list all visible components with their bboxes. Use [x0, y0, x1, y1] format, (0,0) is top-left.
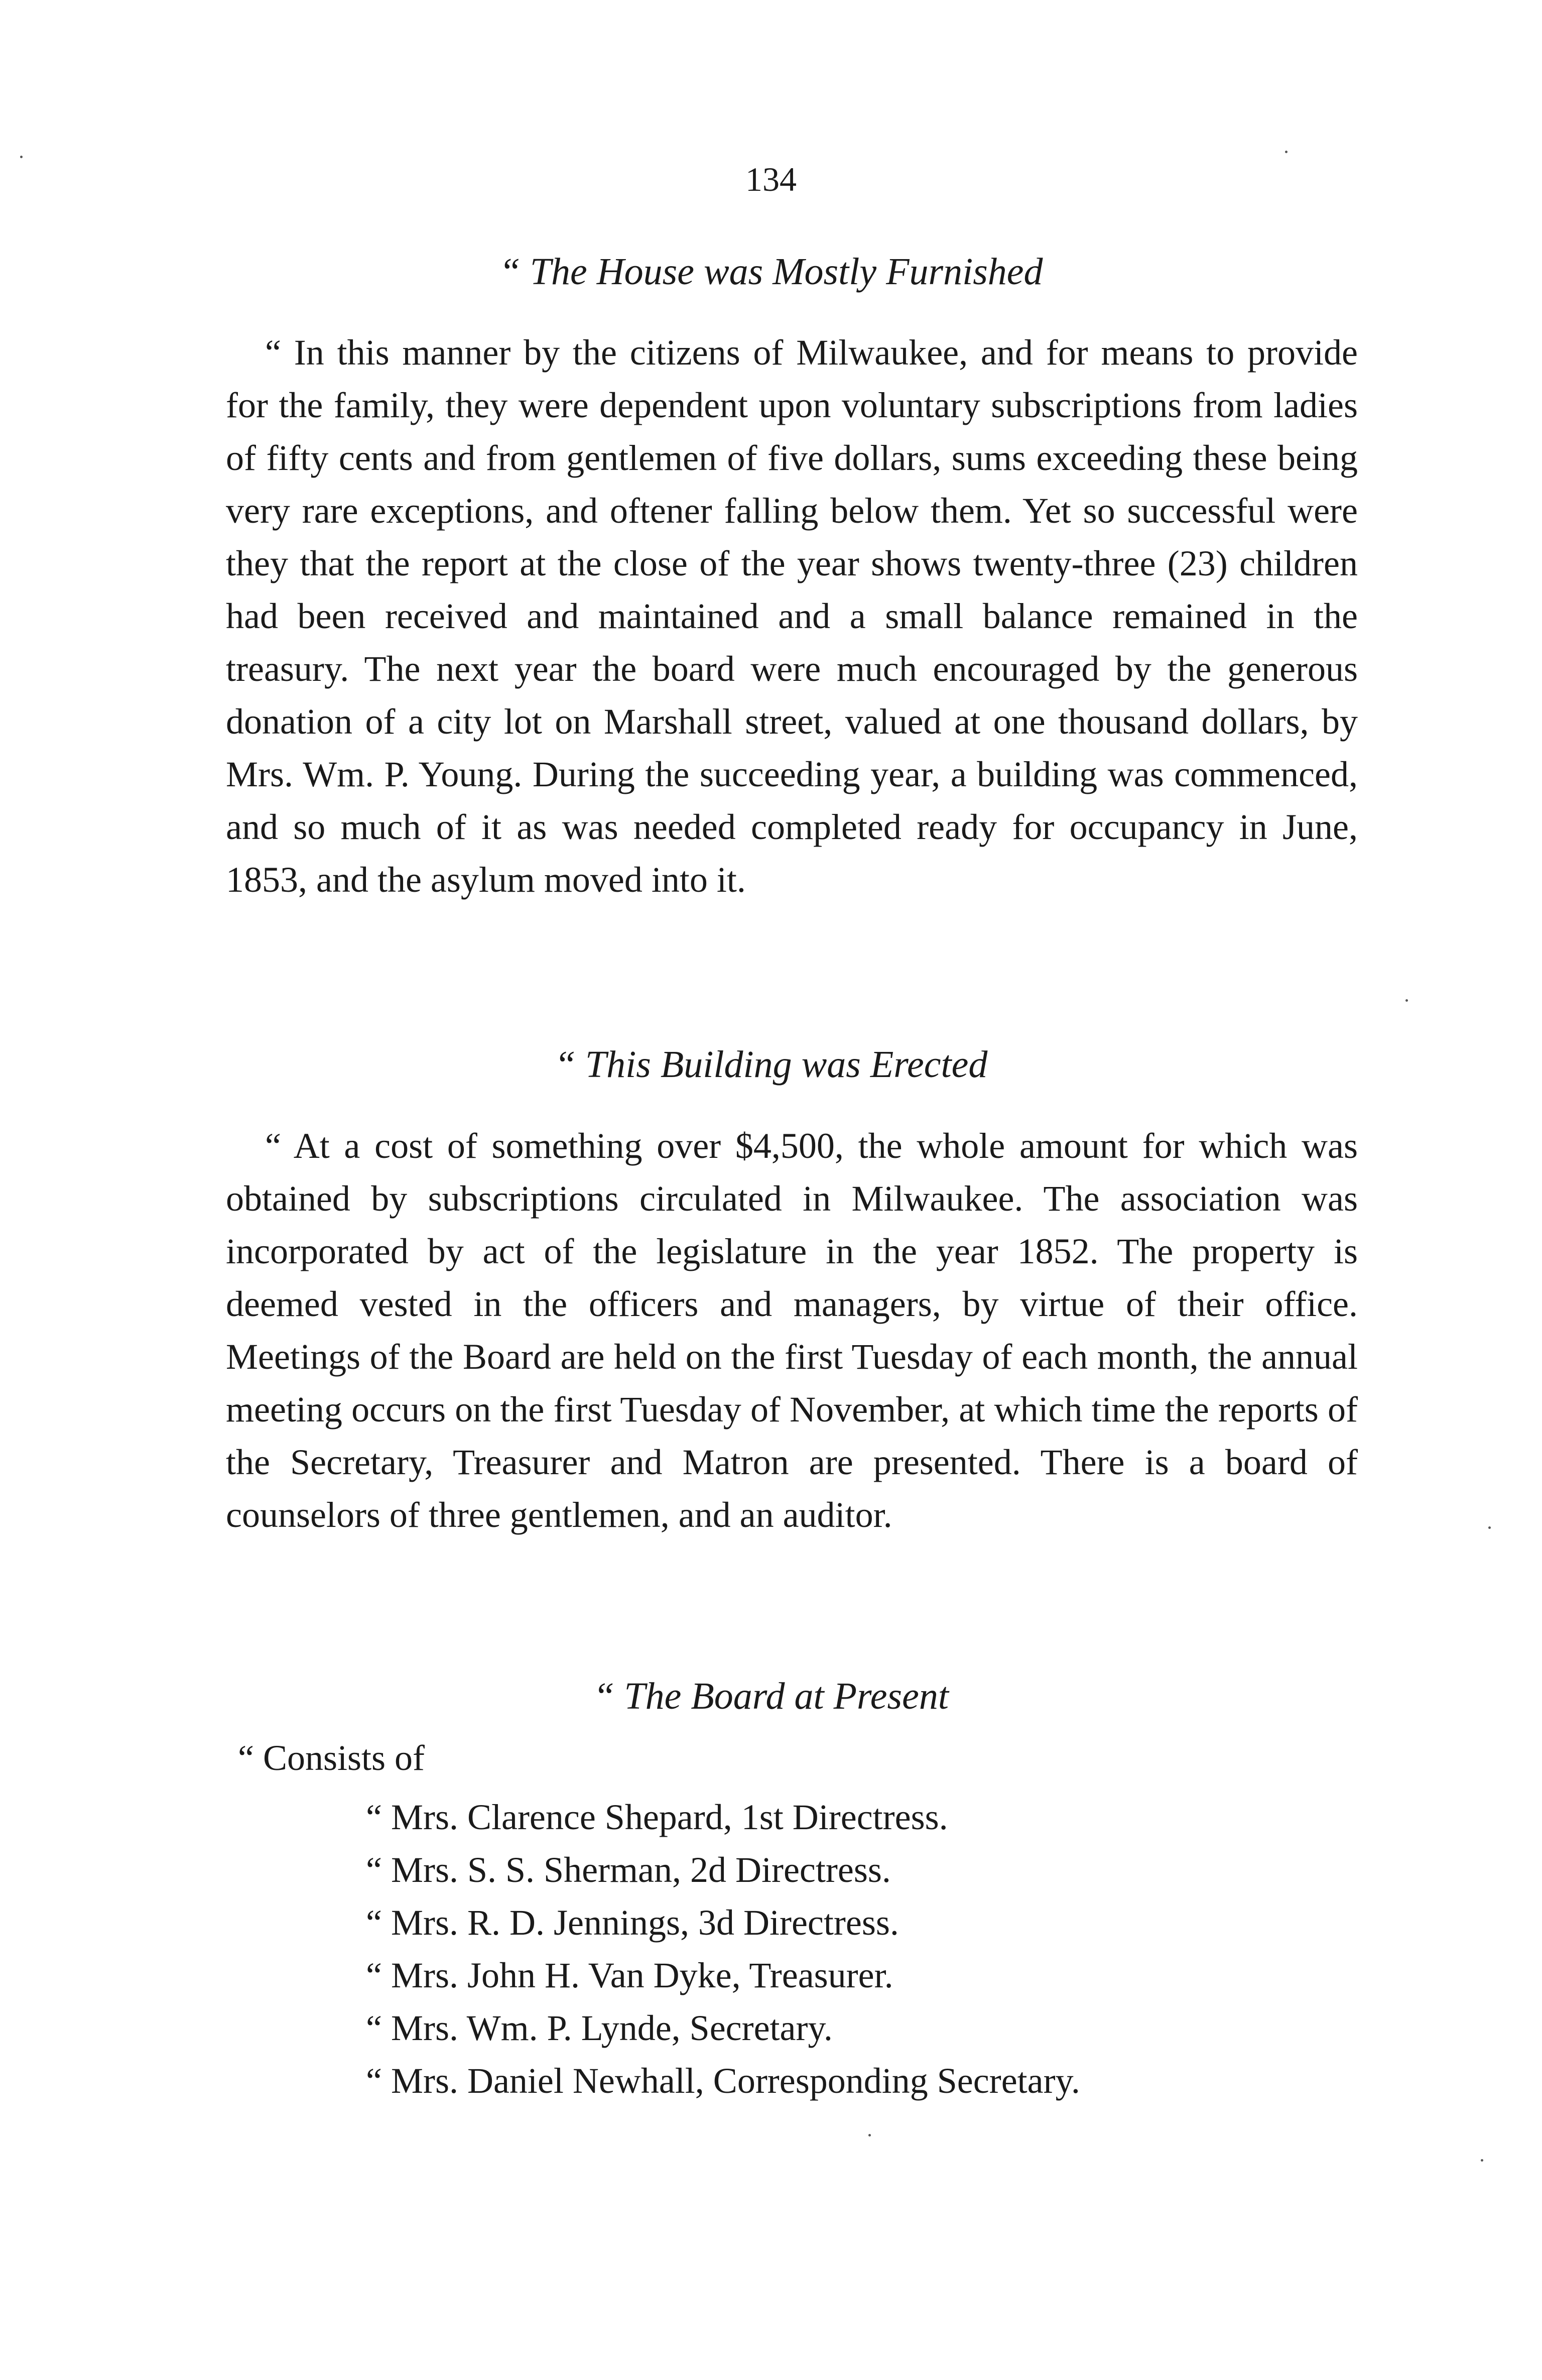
paragraph-building-erected: “ At a cost of something over $4,500, the whole amount for which was obtained by subscriptions circulated in Milwaukee. The association was incorporated by act of the legislature in the year 1852. The property is deemed vested in the officers and managers, by virtue of their office. Meetings of the Board are held on the first Tuesday of each month, the annual meeting occurs on the first Tuesday of November, at which time the reports of the Secretary, Treasurer and Matron are presented. There is a board of counselors of three gentlemen, and an auditor.: [226, 1126, 1358, 1535]
paragraph-house-furnished: “ In this manner by the citizens of Milwaukee, and for means to provide for the family, they were dependent upon voluntary subscriptions from ladies of fifty cents and from gentlemen of five dollars, sums exceeding these being very rare exceptions, and oftener falling below them. Yet so successful were they that the report at the close of the year shows twenty-three (23) children had been received and maintained and a small balance remained in the treasury. The next year the board were much encouraged by the generous donation of a city lot on Marshall street, valued at one thousand dollars, by Mrs. Wm. P. Young. During the succeeding year, a building was commenced, and so much of it as was needed completed ready for occupancy in June, 1853, and the asylum moved into it.: [226, 332, 1358, 900]
board-member-item: “ Mrs. S. S. Sherman, 2d Directress.: [366, 1850, 891, 1890]
paper-speck: [1488, 1526, 1491, 1529]
paper-speck: [1481, 2159, 1483, 2162]
board-intro: “ Consists of: [238, 1738, 425, 1778]
board-member-item: “ Mrs. Wm. P. Lynde, Secretary.: [366, 2008, 833, 2048]
page-number: 134: [745, 160, 797, 198]
section-heading-board-present: “ The Board at Present: [593, 1675, 949, 1717]
board-member-list: [366, 1791, 1080, 2107]
section-heading-house-furnished: “ The House was Mostly Furnished: [499, 251, 1043, 293]
paper-speck: [1405, 999, 1408, 1002]
board-member-item: “ Mrs. John H. Van Dyke, Treasurer.: [366, 1955, 893, 1995]
board-member-item: “ Mrs. Daniel Newhall, Corresponding Secretary.: [366, 2061, 1080, 2101]
section-heading-building-erected: “ This Building was Erected: [554, 1043, 988, 1086]
paper-speck: [1285, 151, 1288, 153]
board-member-item: “ Mrs. R. D. Jennings, 3d Directress.: [366, 1902, 899, 1943]
paper-speck: [868, 2134, 871, 2136]
paper-speck: [20, 156, 23, 158]
board-member-item: “ Mrs. Clarence Shepard, 1st Directress.: [366, 1797, 948, 1837]
